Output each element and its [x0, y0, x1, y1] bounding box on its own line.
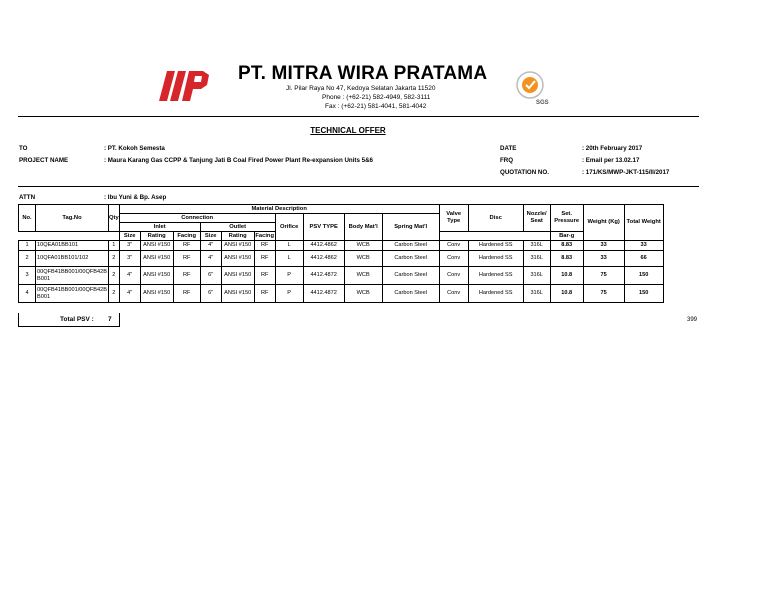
cell-psv-type: 4412.4872	[303, 267, 344, 285]
company-name: PT. MITRA WIRA PRATAMA	[238, 63, 488, 84]
document-title: TECHNICAL OFFER	[310, 126, 386, 135]
cell-qty: 2	[109, 267, 120, 285]
to-value: : PT. Kokoh Semesta	[104, 145, 165, 152]
cell-out-size: 6"	[200, 267, 221, 285]
header-set-pressure: Set. Pressure	[550, 205, 583, 232]
cell-tag: 00QFB41BB001/00QFB42BB001	[36, 267, 109, 285]
cell-total-weight: 150	[624, 285, 663, 303]
cell-orifice: P	[275, 267, 303, 285]
cell-spring: Carbon Steel	[382, 285, 439, 303]
cell-total-weight: 66	[624, 251, 663, 267]
cell-qty: 2	[109, 251, 120, 267]
cell-nozzle: 316L	[523, 285, 550, 303]
cell-in-facing: RF	[173, 285, 200, 303]
cell-body: WCB	[344, 267, 382, 285]
total-psv-label: Total PSV :	[60, 316, 94, 323]
cell-total-weight: 33	[624, 241, 663, 251]
cell-in-rating: ANSI #150	[140, 285, 173, 303]
header-material: Material Description	[119, 205, 439, 214]
cell-weight: 33	[583, 251, 624, 267]
cell-tag: 00QFB41BB001/00QFB42BB001	[36, 285, 109, 303]
attn-label: ATTN	[19, 194, 36, 201]
header-out-rating: Rating	[221, 232, 254, 241]
quotation-value: : 171/KS/MWP-JKT-115/II/2017	[582, 169, 670, 176]
cell-orifice: L	[275, 241, 303, 251]
cell-body: WCB	[344, 285, 382, 303]
cell-in-facing: RF	[173, 241, 200, 251]
cell-weight: 33	[583, 241, 624, 251]
header-valve-type: Valve Type	[439, 205, 468, 232]
header-connection: Connection	[119, 214, 275, 223]
cell-out-facing: RF	[254, 241, 275, 251]
to-label: TO	[19, 145, 28, 152]
header-orifice: Orifice	[275, 214, 303, 241]
cell-pressure: 8.83	[550, 251, 583, 267]
cell-qty: 2	[109, 285, 120, 303]
company-logo	[157, 69, 211, 103]
sgs-label: SGS	[536, 100, 549, 106]
cell-no: 4	[19, 285, 36, 303]
cell-body: WCB	[344, 241, 382, 251]
cell-tag: 10QFA01BB101/102	[36, 251, 109, 267]
header-no: No.	[19, 205, 36, 232]
header-outlet: Outlet	[200, 223, 275, 232]
cell-out-rating: ANSI #150	[221, 285, 254, 303]
cell-spring: Carbon Steel	[382, 251, 439, 267]
header-in-size: Size	[119, 232, 140, 241]
cell-out-facing: RF	[254, 285, 275, 303]
header-inlet: Inlet	[119, 223, 200, 232]
company-fax: Fax : (+62-21) 581-4041, 581-4042	[325, 103, 427, 110]
attn-value: : Ibu Yuni & Bp. Asep	[104, 194, 167, 201]
header-bar: Bar-g	[550, 232, 583, 241]
project-label: PROJECT NAME	[19, 157, 69, 164]
header-qty: Qty	[109, 205, 120, 232]
cell-valve-type: Conv	[439, 267, 468, 285]
cell-pressure: 10.8	[550, 267, 583, 285]
header-psv-type: PSV TYPE	[303, 214, 344, 241]
total-psv-value: 7	[108, 316, 112, 323]
cell-nozzle: 316L	[523, 241, 550, 251]
quotation-label: QUOTATION NO.	[500, 169, 549, 176]
cell-in-rating: ANSI #150	[140, 241, 173, 251]
cell-weight: 75	[583, 285, 624, 303]
cell-out-size: 6"	[200, 285, 221, 303]
cell-in-size: 3"	[119, 241, 140, 251]
cell-out-rating: ANSI #150	[221, 241, 254, 251]
page-number: 399	[687, 317, 698, 323]
cell-qty: 1	[109, 241, 120, 251]
cell-psv-type: 4412.4862	[303, 241, 344, 251]
cell-valve-type: Conv	[439, 251, 468, 267]
cell-out-size: 4"	[200, 241, 221, 251]
cell-in-rating: ANSI #150	[140, 251, 173, 267]
info-divider	[18, 186, 699, 187]
cell-out-size: 4"	[200, 251, 221, 267]
cell-orifice: P	[275, 285, 303, 303]
header-in-rating: Rating	[140, 232, 173, 241]
cell-no: 1	[19, 241, 36, 251]
cell-no: 3	[19, 267, 36, 285]
header-in-facing: Facing	[173, 232, 200, 241]
cell-out-facing: RF	[254, 267, 275, 285]
cell-spring: Carbon Steel	[382, 267, 439, 285]
cell-pressure: 10.8	[550, 285, 583, 303]
header-out-facing: Facing	[255, 232, 275, 239]
cell-in-facing: RF	[173, 251, 200, 267]
frq-label: FRQ	[500, 157, 514, 164]
cell-psv-type: 4412.4862	[303, 251, 344, 267]
cell-tag: 10QEA01BB101	[36, 241, 109, 251]
cell-in-size: 4"	[119, 267, 140, 285]
cell-valve-type: Conv	[439, 285, 468, 303]
header-nozzle: Nozzle/ Seat	[523, 205, 550, 232]
date-label: DATE	[500, 145, 517, 152]
cell-disc: Hardened SS	[468, 285, 523, 303]
cell-orifice: L	[275, 251, 303, 267]
cell-nozzle: 316L	[523, 251, 550, 267]
header-tag: Tag.No	[36, 205, 109, 232]
header-total-weight: Total Weight	[624, 205, 663, 241]
table-row	[19, 241, 664, 251]
cell-nozzle: 316L	[523, 267, 550, 285]
header-weight: Weight (Kg)	[583, 205, 624, 241]
header-disc: Disc	[468, 205, 523, 232]
header-out-size: Size	[200, 232, 221, 241]
header-divider	[18, 116, 699, 117]
cell-out-rating: ANSI #150	[221, 251, 254, 267]
cell-spring: Carbon Steel	[382, 241, 439, 251]
cell-in-facing: RF	[173, 267, 200, 285]
date-value: : 20th February 2017	[582, 145, 643, 152]
cell-weight: 75	[583, 267, 624, 285]
cell-total-weight: 150	[624, 267, 663, 285]
sgs-certification-icon	[510, 70, 552, 106]
header-spring: Spring Mat'l	[382, 214, 439, 241]
cell-in-rating: ANSI #150	[140, 267, 173, 285]
cell-out-facing: RF	[254, 251, 275, 267]
cell-disc: Hardened SS	[468, 267, 523, 285]
psv-table	[18, 204, 664, 303]
frq-value: : Email per 13.02.17	[582, 157, 640, 164]
table-row	[19, 267, 664, 285]
cell-disc: Hardened SS	[468, 241, 523, 251]
cell-out-rating: ANSI #150	[221, 267, 254, 285]
cell-body: WCB	[344, 251, 382, 267]
cell-in-size: 4"	[119, 285, 140, 303]
table-row	[19, 251, 664, 267]
cell-pressure: 8.83	[550, 241, 583, 251]
company-address: Jl. Pilar Raya No 47, Kedoya Selatan Jakarta 11520	[286, 85, 436, 92]
cell-in-size: 3"	[119, 251, 140, 267]
cell-valve-type: Conv	[439, 241, 468, 251]
cell-disc: Hardened SS	[468, 251, 523, 267]
project-value: : Maura Karang Gas CCPP & Tanjung Jati B Coal Fired Power Plant Re-expansion Units 5&6	[104, 157, 373, 164]
table-row	[19, 285, 664, 303]
company-phone: Phone : (+62-21) 582-4949, 582-3111	[322, 94, 431, 101]
header-body: Body Mat'l	[344, 214, 382, 241]
cell-psv-type: 4412.4872	[303, 285, 344, 303]
cell-no: 2	[19, 251, 36, 267]
